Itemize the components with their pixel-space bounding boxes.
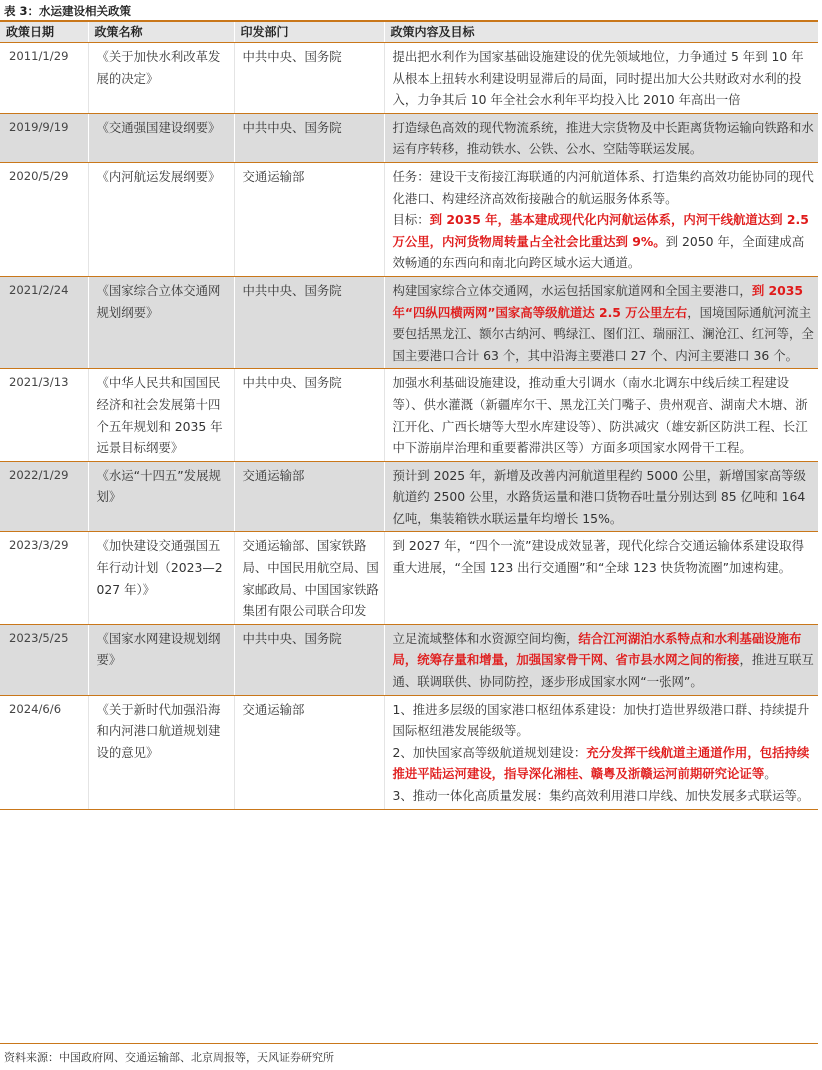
highlighted-text: 充分发挥干线航道主通道作用，包括持续推进平陆运河建设，指导深化湘桂、赣粤及浙赣运河前期研究论证等 (392, 744, 810, 782)
policy-dept-cell: 交通运输部 (234, 162, 384, 276)
policy-dept-cell: 中共中央、国务院 (234, 113, 384, 162)
policy-content-cell (384, 276, 818, 368)
policy-content-cell (384, 162, 818, 276)
content-paragraph (393, 280, 815, 366)
policy-date-cell: 2011/1/29 (0, 43, 88, 114)
content-paragraph (393, 699, 815, 742)
policy-table (0, 22, 818, 810)
policy-dept-cell: 中共中央、国务院 (234, 276, 384, 368)
policy-content-cell (384, 695, 818, 809)
content-text: 到 2027 年，“四个一流”建设成效显著，现代化综合交通运输体系建设取得重大进展，“全国 123 出行交通圈”和“全球 123 快货物流圈”加速构建。 (392, 538, 805, 576)
policy-name-cell: 《中华人民共和国国民经济和社会发展第十四个五年规划和 2035 年远景目标纲要》 (88, 369, 234, 461)
policy-name-cell: 《水运“十四五”发展规划》 (88, 461, 234, 532)
content-text: ，国境国际通航河流主要包括黑龙江、额尔古纳河、鸭绿江、图们江、瑞丽江、澜沧江、红河等，全国主要港口合计 63 个，其中沿海主要港口 27 个、内河主要港口 36 个。 (392, 304, 814, 363)
header-name: 政策名称 (88, 22, 234, 43)
content-paragraph (393, 46, 815, 111)
policy-dept-cell: 交通运输部 (234, 695, 384, 809)
content-text: 打造绿色高效的现代物流系统，推进大宗货物及中长距离货物运输向铁路和水运有序转移，推动铁水、公铁、公水、空陆等联运发展。 (392, 119, 814, 157)
table-row (0, 276, 818, 368)
policy-date-cell: 2022/1/29 (0, 461, 88, 532)
policy-name-cell: 《交通强国建设纲要》 (88, 113, 234, 162)
policy-date-cell: 2023/5/25 (0, 624, 88, 695)
content-text: 到 2050 年，全面建成高效畅通的东西向和南北向跨区域水运大通道。 (392, 233, 805, 271)
policy-content-cell (384, 113, 818, 162)
content-text: 1、推进多层级的国家港口枢纽体系建设：加快打造世界级港口群、持续提升国际枢纽港发展能级等。 (392, 701, 810, 739)
table-row (0, 113, 818, 162)
policy-date-cell: 2020/5/29 (0, 162, 88, 276)
policy-name-cell: 《加快建设交通强国五年行动计划（2023—2027 年）》 (88, 532, 234, 624)
policy-name-cell: 《内河航运发展纲要》 (88, 162, 234, 276)
bottom-rule (0, 1043, 818, 1044)
content-paragraph (393, 117, 815, 160)
header-dept: 印发部门 (234, 22, 384, 43)
content-text: 提出把水利作为国家基础设施建设的优先领域地位，力争通过 5 年到 10 年从根本上扭转水利建设明显滞后的局面，同时提出加大公共财政对水利的投入，力争其后 10 年全社会水利年平均投入比 2010 年高出一倍 (392, 49, 804, 108)
header-row (0, 22, 818, 43)
policy-name-cell: 《国家综合立体交通网规划纲要》 (88, 276, 234, 368)
policy-content-cell (384, 369, 818, 461)
content-text: ，推进互联互通、联调联供、协同防控，逐步形成国家水网“一张网”。 (392, 652, 814, 690)
content-text: 3、推动一体化高质量发展：集约高效利用港口岸线、加快发展多式联运等。 (392, 788, 810, 803)
policy-dept-cell: 交通运输部 (234, 461, 384, 532)
content-text: 加强水利基础设施建设，推动重大引调水（南水北调东中线后续工程建设等）、供水灌溉（新疆库尔干、黑龙江关门嘴子、贵州观音、湖南犬木塘、浙江开化、广西长塘等大型水库建设等）、防洪减灾（雄安新区防洪工程、长江中下游崩岸治理和重要蓄滞洪区等）方面多项国家水网骨干工程。 (392, 375, 808, 456)
policy-dept-cell: 中共中央、国务院 (234, 624, 384, 695)
content-text: 2、加快国家高等级航道规划建设： (392, 744, 587, 760)
header-content: 政策内容及目标 (384, 22, 818, 43)
table-row (0, 695, 818, 809)
source-note: 资料来源：中国政府网、交通运输部、北京周报等，天风证券研究所 (4, 1051, 334, 1064)
content-text: 构建国家综合立体交通网，水运包括国家航道网和全国主要港口， (392, 282, 752, 298)
policy-date-cell: 2021/2/24 (0, 276, 88, 368)
highlighted-text: 到 2035 年“四纵四横两网”国家高等级航道达 2.5 万公里左右 (392, 282, 804, 320)
content-text: 。 (764, 766, 777, 782)
policy-date-cell: 2021/3/13 (0, 369, 88, 461)
content-paragraph (393, 209, 815, 274)
content-paragraph (393, 742, 815, 785)
table-row (0, 162, 818, 276)
content-paragraph (393, 465, 815, 530)
policy-content-cell (384, 624, 818, 695)
policy-dept-cell: 中共中央、国务院 (234, 369, 384, 461)
table-title: 表 3：水运建设相关政策 (4, 4, 132, 18)
policy-dept-cell: 中共中央、国务院 (234, 43, 384, 114)
content-text: 预计到 2025 年，新增及改善内河航道里程约 5000 公里，新增国家高等级航道约 2500 公里，水路货运量和港口货物吞吐量分别达到 85 亿吨和 164 亿吨，集装箱铁水联运量年均增长 15%。 (392, 467, 806, 526)
table-row (0, 369, 818, 461)
policy-date-cell: 2019/9/19 (0, 113, 88, 162)
policy-content-cell (384, 461, 818, 532)
table-row (0, 624, 818, 695)
content-text: 立足流域整体和水资源空间均衡， (392, 630, 579, 646)
content-text: 任务：建设干支衔接江海联通的内河航道体系、打造集约高效功能协同的现代化港口、构建经济高效衔接融合的航运服务体系等。 (392, 168, 814, 206)
table-row (0, 461, 818, 532)
policy-content-cell (384, 43, 818, 114)
policy-name-cell: 《关于加快水利改革发展的决定》 (88, 43, 234, 114)
highlighted-text: 结合江河湖泊水系特点和水利基础设施布局，统筹存量和增量，加强国家骨干网、省市县水网之间的衔接 (392, 630, 802, 668)
content-paragraph (393, 166, 815, 209)
highlighted-text: 到 2035 年，基本建成现代化内河航运体系，内河干线航道达到 2.5 万公里，内河货物周转量占全社会比重达到 9%。 (392, 212, 809, 249)
content-paragraph (393, 785, 815, 807)
table-row (0, 532, 818, 624)
policy-name-cell: 《关于新时代加强沿海和内河港口航道规划建设的意见》 (88, 695, 234, 809)
table-body (0, 43, 818, 810)
content-text: 目标： (392, 212, 430, 228)
policy-date-cell: 2024/6/6 (0, 695, 88, 809)
content-paragraph (393, 372, 815, 458)
policy-content-cell (384, 532, 818, 624)
table-row (0, 43, 818, 114)
content-paragraph (393, 535, 815, 578)
policy-dept-cell: 交通运输部、国家铁路局、中国民用航空局、国家邮政局、中国国家铁路集团有限公司联合印发 (234, 532, 384, 624)
content-paragraph (393, 628, 815, 693)
policy-name-cell: 《国家水网建设规划纲要》 (88, 624, 234, 695)
header-date: 政策日期 (0, 22, 88, 43)
policy-date-cell: 2023/3/29 (0, 532, 88, 624)
